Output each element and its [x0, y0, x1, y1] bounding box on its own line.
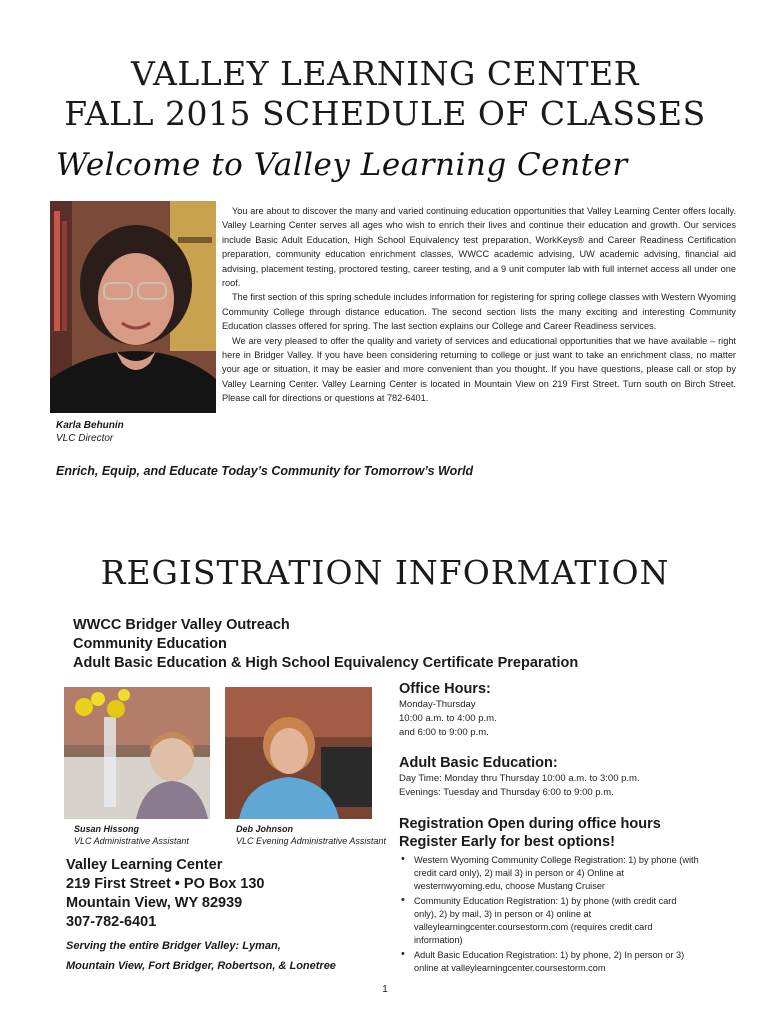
abe-evening: Evenings: Tuesday and Thursday 6:00 to 9:00 p.m.	[399, 787, 614, 798]
staff-title: VLC Administrative Assistant	[74, 836, 189, 846]
office-hours-time2: and 6:00 to 9:00 p.m.	[399, 727, 489, 738]
office-hours	[399, 680, 739, 740]
registration-title: REGISTRATION INFORMATION	[100, 553, 670, 592]
staff-name: Susan Hissong	[74, 824, 140, 834]
abe-heading: Adult Basic Education:	[399, 755, 558, 771]
schedule-title-line2: FALL 2015 SCHEDULE OF CLASSES	[64, 94, 706, 133]
intro-paragraph-1: You are about to discover the many and varied continuing education opportunities that Valley Learning Center offers locally. Valley Learning Center serves all ages who wish to enrich their lives and continue their education and growth. Our services include Basic Adult Education, High School Equivalency test preparation, WorkKeys® and Career Readiness Certification preparation, community education enrichment classes, WWCC academic advising, UW academic advising, financial aid advising, placement testing, proctored testing, career testing, and a 9 unit computer lab with full internet access all under one roof.	[222, 206, 736, 289]
staff-photo-deb	[225, 687, 372, 819]
register-heading-1: Registration Open during office hours	[399, 816, 661, 832]
office-hours-time1: 10:00 a.m. to 4:00 p.m.	[399, 713, 497, 724]
motto: Enrich, Equip, and Educate Today’s Community for Tomorrow’s World	[56, 464, 474, 478]
serving-line-2: Mountain View, Fort Bridger, Robertson, & Lonetree	[66, 959, 336, 972]
program-item: WWCC Bridger Valley Outreach	[73, 617, 290, 633]
address-street: 219 First Street • PO Box 130	[66, 876, 265, 892]
welcome-heading: Welcome to Valley Learning Center	[56, 147, 628, 183]
program-list	[73, 616, 578, 673]
register-option: • Community Education Registration: 1) by phone (with credit card only), 2) by mail, 3) in person or 4) online at valleylearningcenter.coursestorm.com (requires credit card information)	[399, 895, 699, 947]
program-item: Adult Basic Education & High School Equivalency Certificate Preparation	[73, 655, 579, 671]
office-hours-heading: Office Hours:	[399, 681, 491, 697]
director-photo	[50, 201, 216, 413]
staff-title: VLC Evening Administrative Assistant	[236, 836, 386, 846]
address-phone: 307-782-6401	[66, 914, 157, 930]
intro-text	[222, 204, 736, 406]
staff-name: Deb Johnson	[236, 824, 294, 834]
abe-hours	[399, 754, 739, 800]
intro-paragraph-2: The first section of this spring schedule includes information for registering for spring college classes with Western Wyoming Community College through distance education. The second section lists the many exciting and interesting Community Education classes offered for spring. The last section explains our College and Career Readiness services.	[222, 292, 736, 332]
intro-paragraph-3: We are very pleased to offer the quality and variety of services and educational opportunities that we have available – right here in Bridger Valley. If you have been considering returning to college or just want to take an enrichment class, no matter your age or situation, it may be easier and more convenient than you thought. If you have questions, please call or stop by Valley Learning Center. Valley Learning Center is located in Mountain View on 219 First Street. Turn south on Birch Street. Please call for directions or questions at 782-6401.	[222, 335, 736, 404]
director-caption	[56, 419, 124, 445]
staff-caption-susan	[74, 823, 189, 847]
address-city: Mountain View, WY 82939	[66, 895, 243, 911]
serving-line-1: Serving the entire Bridger Valley: Lyman,	[66, 940, 281, 952]
register-heading-2: Register Early for best options!	[399, 834, 615, 850]
register-option: • Adult Basic Education Registration: 1) by phone, 2) In person or 3) online at valleylearningcenter.coursestorm.com	[399, 949, 699, 975]
schedule-title-line1: VALLEY LEARNING CENTER	[130, 54, 640, 93]
staff-caption-deb	[236, 823, 386, 847]
director-name: Karla Behunin	[56, 420, 124, 431]
abe-day: Day Time: Monday thru Thursday 10:00 a.m. to 3:00 p.m.	[399, 773, 640, 784]
serving-area	[66, 937, 336, 976]
office-hours-days: Monday-Thursday	[399, 699, 476, 710]
page-number: 1	[382, 984, 388, 995]
register-option: • Western Wyoming Community College Registration: 1) by phone (with credit card only), 2) mail 3) in person or 4) Online at westernwyoming.edu, choose Mustang Cruiser	[399, 854, 699, 893]
staff-photo-susan	[64, 687, 210, 819]
register-options-list	[399, 854, 699, 975]
address-block	[66, 856, 265, 932]
register-section	[399, 815, 699, 977]
director-title: VLC Director	[56, 433, 114, 444]
address-name: Valley Learning Center	[66, 857, 223, 873]
program-item: Community Education	[73, 636, 227, 652]
